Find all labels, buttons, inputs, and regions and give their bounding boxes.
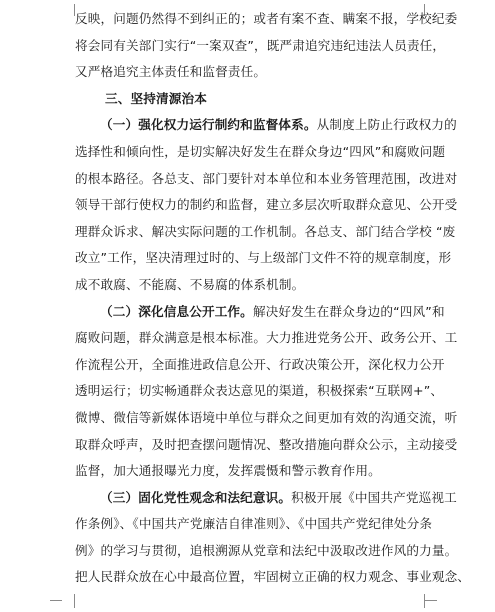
subheading: （一）强化权力运行制约和监督体系。 [100, 117, 317, 133]
section-heading: 三、坚持清源治本 [105, 90, 207, 106]
paragraph-first-line [75, 112, 457, 139]
text-span: 从制度上防止行政权力的 [316, 117, 457, 133]
crop-mark-bottom-left [62, 594, 75, 608]
text-line: 取群众呼声，及时把查摆问题情况、整改措施向群众公示，主动接受 [75, 436, 458, 452]
text-line: 将会同有关部门实行“一案双查”，既严肃追究违纪违法人员责任， [75, 37, 446, 53]
text-line: 透明运行；切实畅通群众表达意见的渠道，积极探索“互联网+”、 [75, 383, 444, 399]
text-line: 的根本路径。各总支、部门要针对本单位和本业务管理范围，改进对 [75, 170, 458, 186]
paragraph-first-line [75, 485, 457, 512]
crop-mark-bottom-left-h [50, 600, 62, 601]
text-line: 例》的学习与贯彻，追根溯源从党章和法纪中汲取改进作风的力量。 [75, 542, 458, 558]
text-span: 积极开展《中国共产党巡视工 [291, 489, 457, 505]
text-line: 选择性和倾向性，是切实解决好发生在群众身边“四风”和腐败问题 [75, 143, 446, 159]
text-line: 腐败问题，群众满意是根本标准。大力推进党务公开、政务公开、工 [75, 330, 458, 346]
crop-mark-bottom-right [424, 594, 437, 608]
text-line: 成不敢腐、不能腐、不易腐的体系机制。 [75, 276, 305, 292]
paragraph-first-line [75, 299, 445, 326]
crop-mark-bottom-right-h [425, 600, 437, 601]
subheading: （三）固化党性观念和法纪意识。 [100, 489, 292, 505]
crop-mark-top-left [62, 4, 75, 16]
subheading: （二）深化信息公开工作。 [100, 303, 253, 319]
document-body [75, 6, 471, 591]
text-line: 作条例》、《中国共产党廉洁自律准则》、《中国共产党纪律处分条 [75, 516, 433, 532]
text-line: 领导干部行使权力的制约和监督，建立多层次听取群众意见、公开受 [75, 197, 458, 213]
text-line: 反映，问题仍然得不到纠正的；或者有案不查、瞒案不报，学校纪委 [75, 11, 458, 26]
text-line: 改立”工作，坚决清理过时的、与上级部门文件不符的规章制度，形 [75, 250, 452, 266]
text-line: 微博、微信等新媒体语境中单位与群众之间更加有效的沟通交流，听 [75, 409, 458, 425]
text-line: 作流程公开，全面推进政信息公开、行政决策公开，深化权力公开 [75, 356, 445, 372]
text-line: 又严格追究主体责任和监督责任。 [75, 64, 267, 80]
text-line: 监督，加大通报曝光力度，发挥震慑和警示教育作用。 [75, 463, 381, 479]
text-span: 解决好发生在群众身边的“四风”和 [252, 303, 445, 319]
text-line: 理群众诉求、解决实际问题的工作机制。各总支、部门结合学校 “废 [75, 223, 456, 239]
text-line: 把人民群众放在心中最高位置，牢固树立正确的权力观念、事业观念、 [75, 569, 471, 585]
